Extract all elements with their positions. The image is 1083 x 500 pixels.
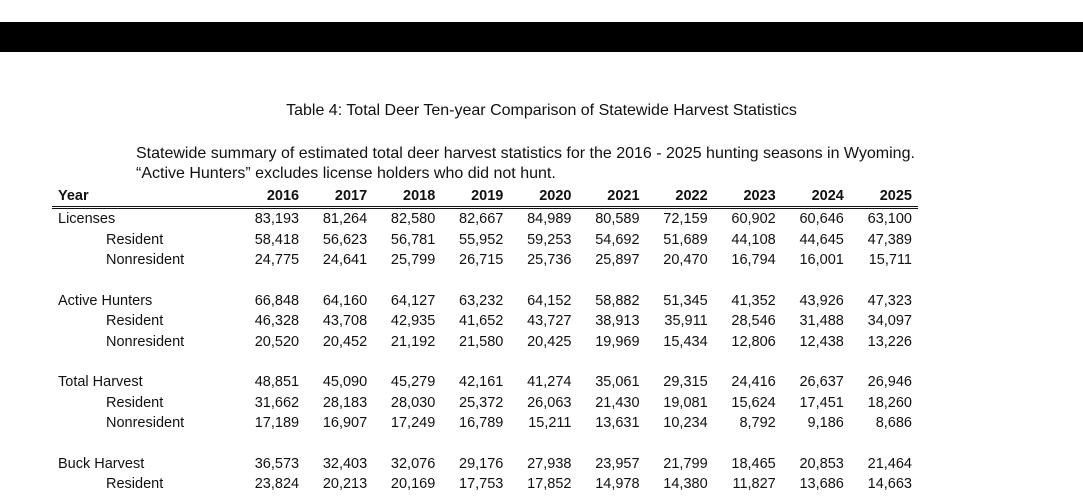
table-cell: 29,176 <box>459 455 504 472</box>
table-cell: 13,226 <box>867 333 912 350</box>
table-cell: 19,081 <box>663 394 708 411</box>
table-cell: 16,001 <box>799 251 844 268</box>
table-cell: 15,211 <box>528 415 572 432</box>
table-cell: 8,686 <box>875 415 912 432</box>
row-label: Resident <box>106 313 164 330</box>
year-header-2020: 2020 <box>509 185 577 208</box>
table-cell: 64,152 <box>527 292 572 309</box>
year-header-2019: 2019 <box>441 185 509 208</box>
table-cell: 58,882 <box>595 292 640 309</box>
table-cell: 16,789 <box>459 415 504 432</box>
table-cell: 9,186 <box>807 415 844 432</box>
table-cell: 26,946 <box>867 374 912 391</box>
table-cell: 13,686 <box>799 476 844 493</box>
table-cell: 21,192 <box>390 333 436 350</box>
year-header-2025: 2025 <box>850 185 918 208</box>
row-label: Nonresident <box>106 333 185 350</box>
table-cell: 16,907 <box>322 415 368 432</box>
table-cell: 24,775 <box>254 251 300 268</box>
table-cell: 34,097 <box>867 313 912 330</box>
year-column-header: Year <box>52 185 237 208</box>
table-cell: 28,183 <box>322 394 368 411</box>
table-cell: 58,418 <box>254 231 300 248</box>
table-cell: 41,352 <box>731 292 776 309</box>
table-cell: 13,631 <box>595 415 640 432</box>
summary-line-2: “Active Hunters” excludes license holders who did not hunt. <box>136 165 556 182</box>
table-cell: 11,827 <box>732 476 776 493</box>
table-cell: 15,624 <box>731 394 776 411</box>
table-cell: 14,380 <box>663 476 708 493</box>
year-header-2017: 2017 <box>305 185 373 208</box>
year-header-2022: 2022 <box>646 185 714 208</box>
group-spacer-row <box>52 352 918 372</box>
table-cell: 48,851 <box>254 374 300 391</box>
table-cell: 18,465 <box>731 455 776 472</box>
table-cell: 51,345 <box>663 292 708 309</box>
row-label: Active Hunters <box>58 292 153 309</box>
table-cell: 31,488 <box>799 313 844 330</box>
table-cell: 35,911 <box>664 313 708 330</box>
table-cell: 60,646 <box>799 211 844 228</box>
row-label: Resident <box>106 231 164 248</box>
table-cell: 17,852 <box>527 476 572 493</box>
table-cell: 28,546 <box>731 313 776 330</box>
table-cell: 20,520 <box>254 333 300 350</box>
table-cell: 14,663 <box>867 476 912 493</box>
table-cell: 12,438 <box>799 333 844 350</box>
group-total-row <box>52 208 918 230</box>
table-cell: 24,641 <box>322 251 368 268</box>
table-cell: 64,160 <box>322 292 368 309</box>
row-label: Nonresident <box>106 251 185 268</box>
table-cell: 12,806 <box>731 333 776 350</box>
table-cell: 54,692 <box>595 231 640 248</box>
spacer-cell <box>52 433 918 453</box>
table-cell: 20,213 <box>322 476 368 493</box>
table-cell: 47,389 <box>867 231 912 248</box>
table-cell: 63,232 <box>459 292 504 309</box>
group-total-row <box>52 454 918 474</box>
table-cell: 29,315 <box>663 374 708 391</box>
table-cell: 80,589 <box>595 211 640 228</box>
table-body <box>52 208 918 495</box>
year-header-2016: 2016 <box>237 185 305 208</box>
table-cell: 60,902 <box>731 211 776 228</box>
group-total-row <box>52 372 918 392</box>
table-cell: 17,753 <box>459 476 504 493</box>
row-label: Resident <box>106 394 164 411</box>
table-cell: 41,652 <box>459 313 504 330</box>
group-sub-row <box>52 229 918 249</box>
table-cell: 21,464 <box>867 455 912 472</box>
table-cell: 66,848 <box>254 292 300 309</box>
table-cell: 21,799 <box>663 455 708 472</box>
table-cell: 28,030 <box>390 394 436 411</box>
table-cell: 56,781 <box>390 231 436 248</box>
group-sub-row <box>52 474 918 494</box>
table-cell: 17,249 <box>390 415 436 432</box>
table-cell: 82,580 <box>390 211 436 228</box>
table-cell: 56,623 <box>322 231 368 248</box>
spacer-cell <box>52 352 918 372</box>
year-header-2024: 2024 <box>782 185 850 208</box>
table-cell: 21,430 <box>595 394 640 411</box>
table-cell: 31,662 <box>254 394 300 411</box>
table-cell: 20,470 <box>663 251 708 268</box>
group-sub-row <box>52 311 918 331</box>
table-cell: 47,323 <box>867 292 912 309</box>
table-cell: 32,076 <box>390 455 436 472</box>
table-cell: 44,108 <box>731 231 776 248</box>
table-cell: 25,736 <box>527 251 572 268</box>
group-sub-row <box>52 393 918 413</box>
table-cell: 25,799 <box>390 251 436 268</box>
table-cell: 59,253 <box>527 231 572 248</box>
table-cell: 43,727 <box>527 313 572 330</box>
row-label: Resident <box>106 476 164 493</box>
table-cell: 32,403 <box>322 455 368 472</box>
table-cell: 17,189 <box>254 415 300 432</box>
table-cell: 83,193 <box>254 211 300 228</box>
table-cell: 24,416 <box>731 374 776 391</box>
spacer-cell <box>52 270 918 290</box>
table-cell: 63,100 <box>867 211 912 228</box>
table-cell: 10,234 <box>663 415 708 432</box>
table-cell: 44,645 <box>799 231 844 248</box>
table-cell: 45,279 <box>390 374 436 391</box>
table-caption: Table 4: Total Deer Ten-year Comparison of Statewide Harvest Statistics <box>286 102 797 119</box>
table-cell: 35,061 <box>595 374 640 391</box>
table-cell: 46,328 <box>254 313 300 330</box>
table-cell: 17,451 <box>799 394 844 411</box>
table-cell: 23,957 <box>595 455 640 472</box>
year-header-2023: 2023 <box>714 185 782 208</box>
table-summary <box>136 144 1036 184</box>
table-cell: 42,161 <box>459 374 504 391</box>
table-cell: 18,260 <box>867 394 912 411</box>
top-black-bar <box>0 22 1083 52</box>
row-label: Nonresident <box>106 415 185 432</box>
table-cell: 36,573 <box>254 455 300 472</box>
group-spacer-row <box>52 433 918 453</box>
table-cell: 23,824 <box>254 476 300 493</box>
group-sub-row <box>52 250 918 270</box>
summary-line-1: Statewide summary of estimated total deer harvest statistics for the 2016 - 2025 hunting seasons in Wyoming. <box>136 145 915 162</box>
table-header-row <box>52 185 918 208</box>
table-cell: 55,952 <box>459 231 504 248</box>
table-cell: 72,159 <box>663 211 708 228</box>
table-cell: 20,169 <box>390 476 436 493</box>
table-cell: 20,425 <box>527 333 572 350</box>
table-cell: 51,689 <box>663 231 708 248</box>
table-cell: 21,580 <box>459 333 504 350</box>
table-cell: 41,274 <box>527 374 572 391</box>
table-cell: 25,372 <box>459 394 504 411</box>
table-cell: 26,063 <box>527 394 572 411</box>
year-header-2018: 2018 <box>373 185 441 208</box>
table-cell: 26,637 <box>799 374 844 391</box>
table-cell: 38,913 <box>595 313 640 330</box>
row-label: Licenses <box>58 211 116 228</box>
group-spacer-row <box>52 270 918 290</box>
row-label: Buck Harvest <box>58 455 145 472</box>
table-cell: 15,434 <box>663 333 708 350</box>
table-cell: 45,090 <box>322 374 368 391</box>
table-cell: 26,715 <box>459 251 504 268</box>
table-cell: 27,938 <box>527 455 572 472</box>
table-cell: 15,711 <box>868 251 912 268</box>
table-cell: 8,792 <box>739 415 776 432</box>
table-cell: 43,708 <box>322 313 368 330</box>
table-cell: 82,667 <box>459 211 504 228</box>
year-header-2021: 2021 <box>577 185 645 208</box>
table-cell: 19,969 <box>595 333 640 350</box>
table-cell: 16,794 <box>731 251 776 268</box>
table-cell: 43,926 <box>799 292 844 309</box>
harvest-statistics-table <box>52 185 918 494</box>
table-cell: 84,989 <box>527 211 572 228</box>
table-cell: 42,935 <box>390 313 436 330</box>
table-cell: 25,897 <box>595 251 640 268</box>
table-cell: 20,853 <box>799 455 844 472</box>
table-cell: 14,978 <box>595 476 640 493</box>
table-cell: 20,452 <box>322 333 368 350</box>
group-total-row <box>52 291 918 311</box>
group-sub-row <box>52 413 918 433</box>
row-label: Total Harvest <box>58 374 143 391</box>
table-cell: 81,264 <box>322 211 368 228</box>
table-cell: 64,127 <box>390 292 436 309</box>
group-sub-row <box>52 331 918 351</box>
